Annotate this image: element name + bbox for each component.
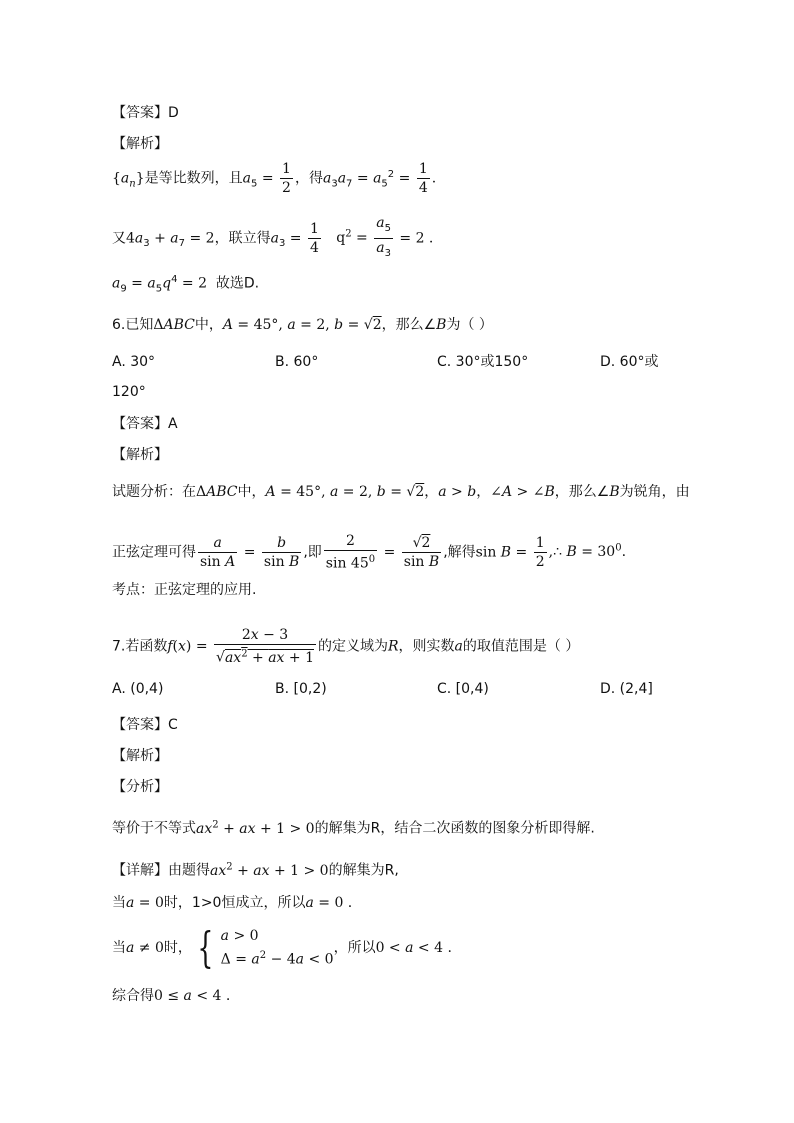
q7-option-b: B. [0,2): [275, 681, 327, 697]
q6-answer-line: 【答案】A: [112, 416, 178, 432]
q7-case1: 当a = 0时，1>0恒成立，所以a = 0 .: [112, 895, 353, 911]
q5-solution-line3: $a_9 = a_5q^4 = 2$ 故选D.: [112, 274, 260, 295]
q6-solution-line1: 试题分析：在ΔABC中，A = 45°, a = 2, b = √2，a > b，∠A > ∠B，那么∠B为锐角，由: [112, 484, 690, 500]
q6-option-d-cont: 120°: [112, 384, 146, 400]
q5-analysis-label: 【解析】: [112, 136, 168, 152]
q6-solution-line2: 正弦定理可得 $\frac{a}{\text{sin A}}$ = $\frac{b}{\text{sin B}}$ ,即 $\frac{2}{\sin 45^0}$ = $\frac{√2}{\text{sin B}}$ ,解得sin B = $\frac{1}{2}$ ,∴ $B = 30^0$.: [112, 533, 627, 572]
q5-answer-line: [112, 103, 179, 123]
q7-option-d: D. (2,4]: [600, 681, 653, 697]
q7-answer-value: C: [168, 717, 178, 733]
q6-option-d: D. 60°或: [600, 354, 659, 370]
q6-option-c: C. 30°或150°: [437, 354, 529, 370]
q7-stem: 7.若函数f(x) = $\frac{2x - 3}{√ax^2 + ax + 1}$ 的定义域为R，则实数a的取值范围是（ ）: [112, 627, 580, 666]
q5-solution-line2: 又$4a_3 + a_7 = 2$，联立得$a_3$ = $\frac{1}{4}$ $q^2$ = $\frac{a_5}{a_3}$ = 2 .: [112, 215, 434, 259]
q7-final: 综合得0 ≤ a < 4 .: [112, 988, 231, 1004]
q7-option-c: C. [0,4): [437, 681, 489, 697]
q6-stem: 6.已知ΔABC中，A = 45°, a = 2, b = √2，那么∠B为（ ）: [112, 317, 493, 333]
q6-option-a: A. 30°: [112, 354, 156, 370]
q7-case2: 当a ≠ 0时， { a > 0 $\Delta = a^2 - 4a < 0$ ，所以0 < a < 4 .: [112, 922, 452, 972]
q7-fenxi-text: 等价于不等式$ax^2$ + ax + 1 > 0的解集为R，结合二次函数的图象分析即得解.: [112, 819, 595, 837]
q5-solution-line1: $\{a_n\}$是等比数列，且$a_5$ = $\frac{1}{2}$ ，得$a_3a_7 = a_5^2$ = $\frac{1}{4}$ .: [112, 161, 437, 196]
q6-answer-value: A: [168, 416, 178, 432]
q7-detail-line: 【详解】由题得$ax^2$ + ax + 1 > 0的解集为R,: [112, 861, 399, 879]
answer-label: 【答案】: [112, 105, 168, 121]
q6-option-b: B. 60°: [275, 354, 319, 370]
q7-answer-line: 【答案】C: [112, 717, 178, 733]
q7-analysis-label: 【解析】: [112, 748, 168, 764]
q7-fenxi-label: 【分析】: [112, 779, 168, 795]
q7-option-a: A. (0,4): [112, 681, 164, 697]
q6-kaodian: 考点：正弦定理的应用.: [112, 582, 257, 598]
q6-analysis-label: 【解析】: [112, 447, 168, 463]
q5-answer-value: D: [168, 105, 179, 121]
